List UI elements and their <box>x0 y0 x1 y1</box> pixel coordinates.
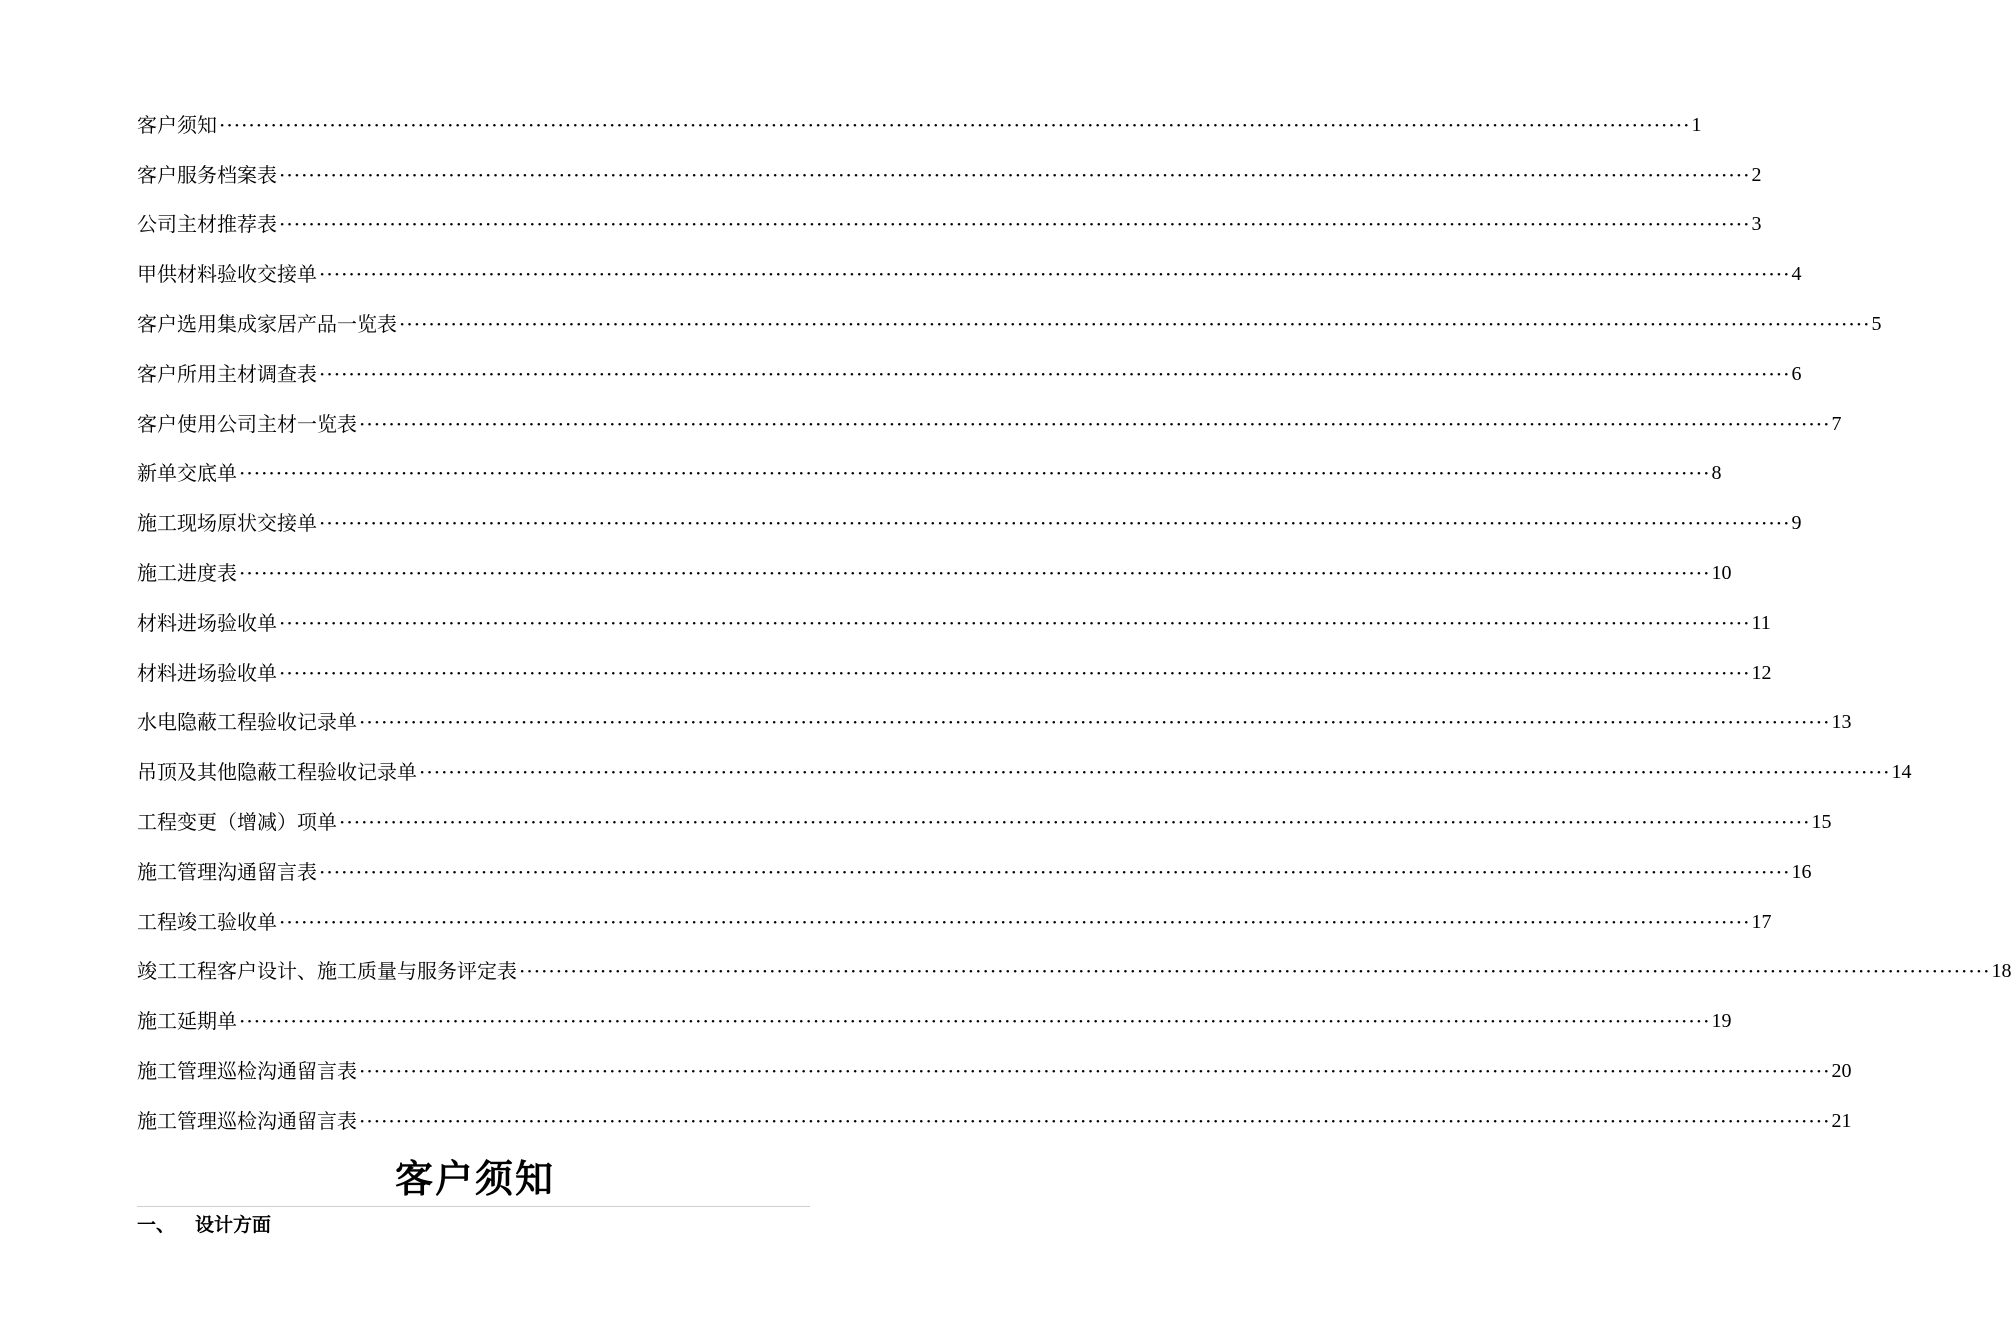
toc-page-number: 4 <box>1791 263 1802 286</box>
toc-dot-leader: ········································································································································································································ <box>239 1009 1711 1034</box>
toc-entry[interactable] <box>137 150 1762 200</box>
toc-entry[interactable] <box>137 449 1722 499</box>
toc-dot-leader: ········································································································································································································ <box>279 660 1751 685</box>
toc-page-number: 18 <box>1991 960 2011 983</box>
toc-dot-leader: ········································································································································································································ <box>319 511 1791 536</box>
toc-entry[interactable] <box>137 200 1762 250</box>
toc-page-number: 9 <box>1791 512 1802 535</box>
toc-entry-title: 客户所用主材调查表 <box>137 361 317 386</box>
toc-entry[interactable] <box>137 498 1802 548</box>
toc-page-number: 13 <box>1831 711 1852 734</box>
toc-page-number: 14 <box>1891 761 1912 784</box>
toc-dot-leader: ········································································································································································································ <box>399 312 1871 337</box>
toc-dot-leader: ········································································································································································································ <box>219 112 1691 137</box>
toc-entry-title: 施工管理巡检沟通留言表 <box>137 1059 357 1084</box>
toc-dot-leader: ········································································································································································································ <box>279 212 1751 237</box>
toc-page-number: 3 <box>1751 213 1762 236</box>
toc-page-number: 16 <box>1791 860 1812 883</box>
toc-entry[interactable] <box>137 349 1802 399</box>
toc-entry[interactable] <box>137 1046 1852 1096</box>
toc-entry[interactable] <box>137 747 1912 797</box>
toc-dot-leader: ········································································································································································································ <box>339 810 1811 835</box>
section-title: 设计方面 <box>195 1214 272 1236</box>
toc-page-number: 1 <box>1691 113 1702 136</box>
toc-entry-title: 施工现场原状交接单 <box>137 511 317 536</box>
toc-entry-title: 客户选用集成家居产品一览表 <box>137 312 397 337</box>
toc-entry-title: 工程变更（增减）项单 <box>137 810 337 835</box>
toc-dot-leader: ········································································································································································································ <box>279 610 1751 635</box>
toc-entry-title: 材料进场验收单 <box>137 610 277 635</box>
toc-entry[interactable] <box>137 100 1702 150</box>
toc-page-number: 19 <box>1711 1010 1732 1033</box>
toc-entry[interactable] <box>137 1096 1852 1146</box>
toc-entry-title: 客户须知 <box>137 112 217 137</box>
toc-entry[interactable] <box>137 399 1842 449</box>
toc-entry[interactable] <box>137 797 1832 847</box>
toc-entry-title: 施工管理沟通留言表 <box>137 859 317 884</box>
toc-entry[interactable] <box>137 648 1772 698</box>
toc-dot-leader: ········································································································································································································ <box>359 411 1831 436</box>
toc-entry[interactable] <box>137 249 1802 299</box>
toc-entry[interactable] <box>137 947 2011 997</box>
toc-dot-leader: ········································································································································································································ <box>419 760 1891 785</box>
toc-dot-leader: ········································································································································································································ <box>279 909 1751 934</box>
toc-dot-leader: ········································································································································································································ <box>359 1108 1831 1133</box>
toc-entry-title: 客户服务档案表 <box>137 162 277 187</box>
toc-page-number: 11 <box>1751 611 1771 634</box>
table-of-contents <box>137 100 2011 1146</box>
toc-dot-leader: ········································································································································································································ <box>319 361 1791 386</box>
toc-entry[interactable] <box>137 996 1732 1046</box>
toc-dot-leader: ········································································································································································································ <box>239 461 1711 486</box>
toc-entry-title: 吊顶及其他隐蔽工程验收记录单 <box>137 760 417 785</box>
toc-page-number: 21 <box>1831 1109 1852 1132</box>
toc-entry[interactable] <box>137 897 1772 947</box>
toc-entry-title: 施工延期单 <box>137 1009 237 1034</box>
toc-dot-leader: ········································································································································································································ <box>319 262 1791 287</box>
toc-entry[interactable] <box>137 847 1812 897</box>
toc-page-number: 17 <box>1751 910 1772 933</box>
toc-entry-title: 施工进度表 <box>137 561 237 586</box>
document-title: 客户须知 <box>394 1156 555 1201</box>
toc-page-number: 5 <box>1871 313 1882 336</box>
toc-page-number: 20 <box>1831 1060 1852 1083</box>
section-number: 一、 <box>137 1214 176 1236</box>
toc-page-number: 7 <box>1831 412 1842 435</box>
toc-page-number: 15 <box>1811 811 1832 834</box>
title-divider <box>137 1206 810 1207</box>
toc-entry-title: 新单交底单 <box>137 461 237 486</box>
toc-dot-leader: ········································································································································································································ <box>359 710 1831 735</box>
toc-entry-title: 客户使用公司主材一览表 <box>137 411 357 436</box>
toc-entry-title: 公司主材推荐表 <box>137 212 277 237</box>
toc-entry[interactable] <box>137 299 1882 349</box>
toc-entry[interactable] <box>137 548 1732 598</box>
toc-entry[interactable] <box>137 598 1771 648</box>
toc-dot-leader: ········································································································································································································ <box>359 1059 1831 1084</box>
toc-entry-title: 竣工工程客户设计、施工质量与服务评定表 <box>137 959 517 984</box>
section-heading <box>137 1210 271 1237</box>
toc-dot-leader: ········································································································································································································ <box>279 162 1751 187</box>
toc-entry-title: 水电隐蔽工程验收记录单 <box>137 710 357 735</box>
toc-entry-title: 材料进场验收单 <box>137 660 277 685</box>
toc-entry-title: 施工管理巡检沟通留言表 <box>137 1108 357 1133</box>
toc-dot-leader: ········································································································································································································ <box>239 561 1711 586</box>
toc-page-number: 10 <box>1711 562 1732 585</box>
toc-page-number: 8 <box>1711 462 1722 485</box>
toc-entry-title: 甲供材料验收交接单 <box>137 262 317 287</box>
toc-page-number: 2 <box>1751 163 1762 186</box>
toc-dot-leader: ········································································································································································································ <box>519 959 1991 984</box>
toc-entry[interactable] <box>137 698 1852 748</box>
toc-page-number: 12 <box>1751 661 1772 684</box>
toc-page-number: 6 <box>1791 362 1802 385</box>
toc-entry-title: 工程竣工验收单 <box>137 909 277 934</box>
toc-dot-leader: ········································································································································································································ <box>319 859 1791 884</box>
